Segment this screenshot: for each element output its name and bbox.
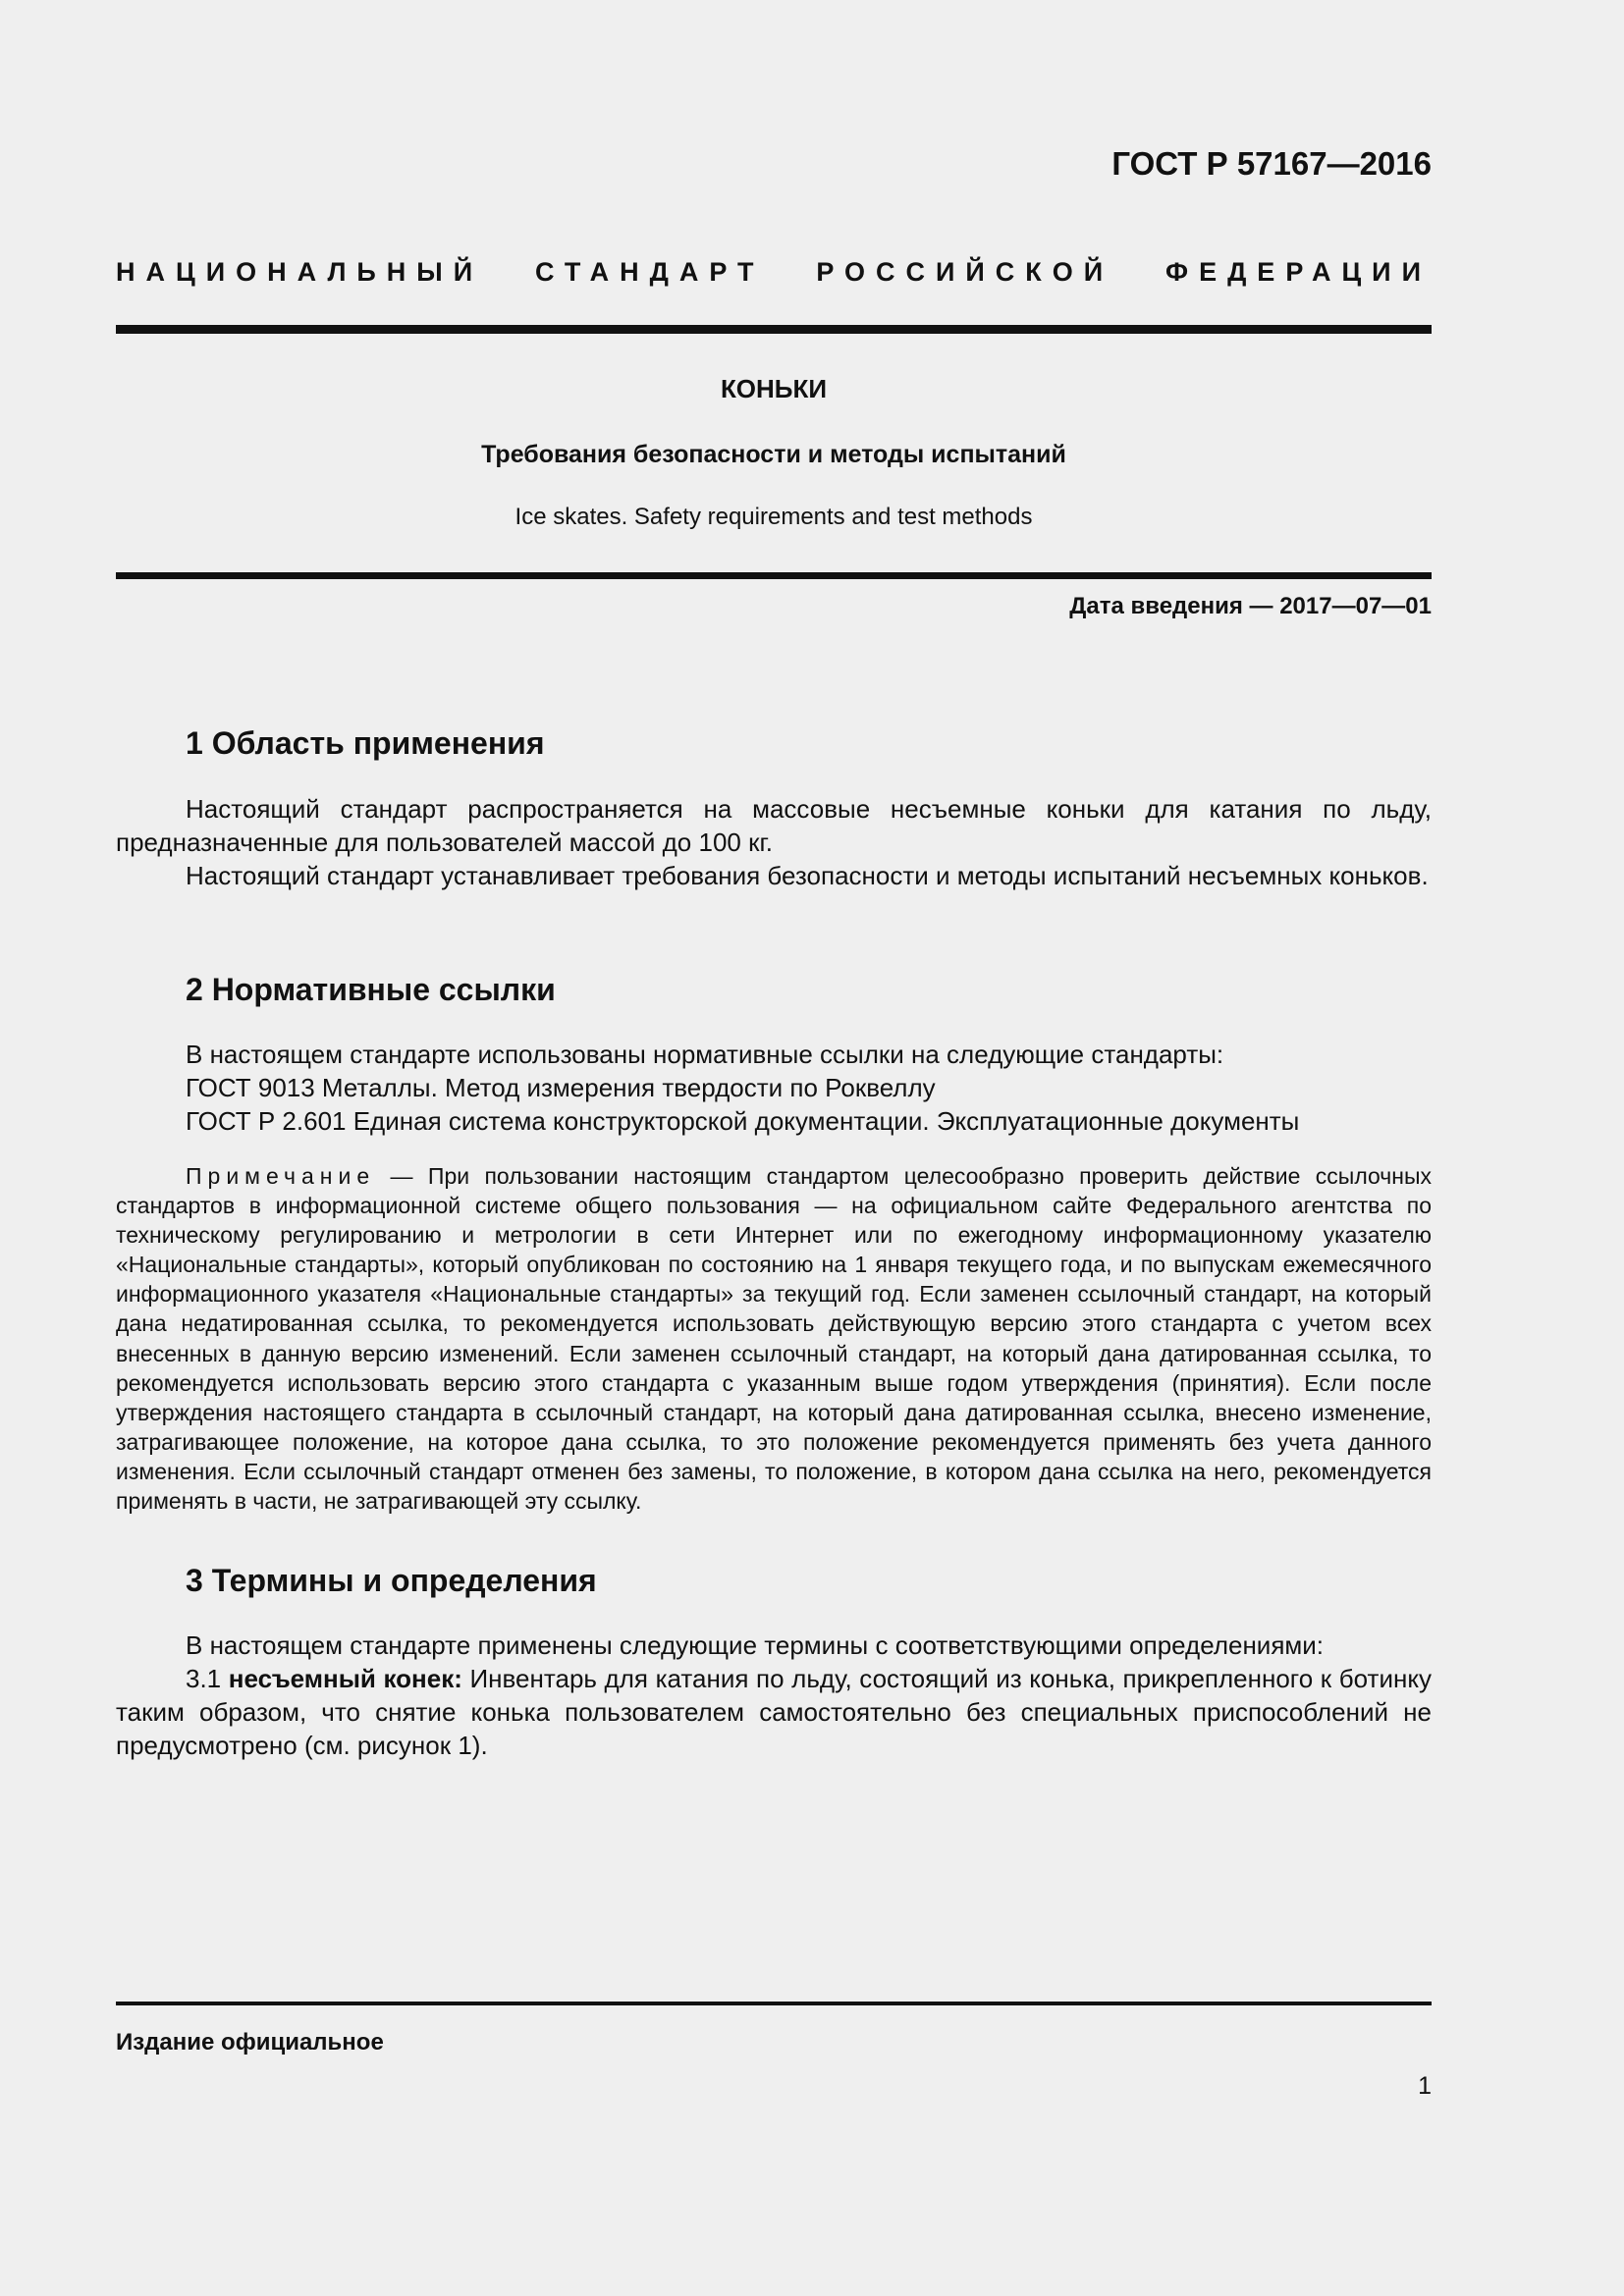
section-2-body bbox=[116, 1038, 1432, 1138]
document-title: КОНЬКИ bbox=[720, 374, 828, 403]
note-text: При пользовании настоящим стандартом целесообразно проверить действие ссылочных стандартов в информационной системе общего пользования — на официальном сайте Федерального агентства по техническому регулированию и метрологии в сети Интернет или по ежегодному информационному указателю «Национальные стандарты», который опубликован по состоянию на 1 января текущего года, и по выпускам ежемесячного информационного указателя «Национальные стандарты» за текущий год. Если заменен ссылочный стандарт, на который дана недатированная ссылка, то рекомендуется использовать действующую версию этого стандарта с учетом всех внесенных в данную версию изменений. Если заменен ссылочный стандарт, на который дана датированная ссылка, то рекомендуется использовать версию этого стандарта с указанным выше годом утверждения (принятия). Если после утверждения настоящего стандарта в ссылочный стандарт, на который дана датированная ссылка, внесено изменение, затрагивающее положение, на которое дана ссылка, то это положение рекомендуется применять без учета данного изменения. Если ссылочный стандарт отменен без замены, то положение, в котором дана ссылка на него, рекомендуется применять в части, не затрагивающей эту ссылку. bbox=[116, 1163, 1432, 1515]
term-number: 3.1 bbox=[186, 1664, 229, 1693]
section-2-paragraph-1: В настоящем стандарте использованы нормативные ссылки на следующие стандарты: bbox=[186, 1040, 1224, 1069]
note-dash: — bbox=[375, 1163, 428, 1189]
section-3-heading: 3 Термины и определения bbox=[186, 1563, 597, 1598]
document-page bbox=[116, 0, 1432, 2296]
section-1-paragraph-1: Настоящий стандарт распространяется на массовые несъемные коньки для катания по льду, предназначенные для пользователей массой до 100 кг. bbox=[116, 794, 1432, 857]
section-2-note bbox=[116, 1161, 1432, 1516]
term-3-1 bbox=[116, 1662, 1432, 1762]
term-definition: Инвентарь для катания по льду, состоящий из конька, прикрепленного к ботинку таким образом, что снятие конька пользователем самостоятельно без специальных приспособлений не предусмотрено (см. рисунок 1). bbox=[116, 1664, 1432, 1760]
gost-code: ГОСТ Р 57167—2016 bbox=[1111, 145, 1432, 182]
document-subtitle: Требования безопасности и методы испытаний bbox=[481, 441, 1066, 468]
section-3-paragraph-1: В настоящем стандарте применены следующие термины с соответствующими определениями: bbox=[186, 1630, 1325, 1660]
reference-gost-9013: ГОСТ 9013 Металлы. Метод измерения твердости по Роквеллу bbox=[186, 1073, 936, 1102]
section-1-heading: 1 Область применения bbox=[186, 725, 545, 761]
introduction-date: Дата введения — 2017—07—01 bbox=[1069, 593, 1432, 619]
reference-gost-r-2601: ГОСТ Р 2.601 Единая система конструкторской документации. Эксплуатационные документы bbox=[186, 1106, 1300, 1136]
section-3-body bbox=[116, 1629, 1432, 1762]
document-subtitle-english: Ice skates. Safety requirements and test methods bbox=[514, 504, 1033, 530]
note-label: Примечание bbox=[186, 1163, 376, 1189]
title-bottom-rule bbox=[116, 572, 1432, 579]
national-standard-banner: НАЦИОНАЛЬНЫЙ СТАНДАРТ РОССИЙСКОЙ ФЕДЕРАЦИИ bbox=[116, 257, 1432, 287]
top-rule bbox=[116, 325, 1432, 334]
page-number: 1 bbox=[1418, 2072, 1432, 2100]
section-1-paragraph-2: Настоящий стандарт устанавливает требования безопасности и методы испытаний несъемных коньков. bbox=[186, 861, 1429, 890]
edition-label: Издание официальное bbox=[116, 2029, 384, 2056]
term-name: несъемный конек: bbox=[228, 1664, 462, 1693]
footer-rule bbox=[116, 2002, 1432, 2005]
section-1-body bbox=[116, 792, 1432, 892]
section-2-heading: 2 Нормативные ссылки bbox=[186, 972, 556, 1007]
